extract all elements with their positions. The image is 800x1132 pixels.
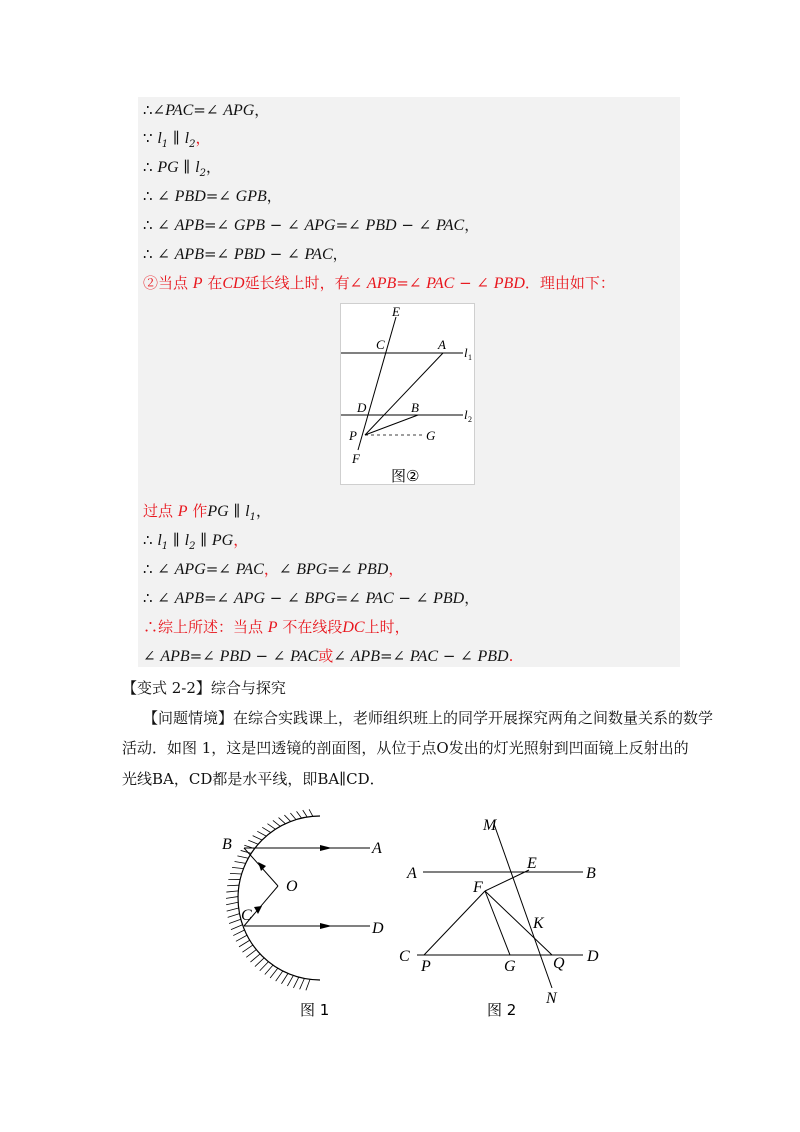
variant-para-1: 【问题情境】在综合实践课上，老师组织班上的同学开展探究两角之间数量关系的数学 — [143, 709, 714, 727]
case-2-heading: ②当点 P 在CD延长线上时，有∠ APB=∠ PAC − ∠ PBD．理由如下： — [143, 274, 615, 292]
figure-case-2 — [340, 303, 475, 485]
fig2-label-E: E — [527, 855, 537, 872]
fig2-label-C: C — [399, 948, 410, 965]
label-A: A — [438, 337, 446, 352]
label-l1-sub: 1 — [468, 353, 472, 362]
fig2-label-Q: Q — [553, 955, 565, 972]
label-l2-sub: 2 — [468, 415, 472, 424]
step-6: ∴ ∠ APB=∠ PBD − ∠ PAC， — [143, 245, 348, 263]
label-F: F — [352, 451, 360, 466]
figure-2-caption: 图 2 — [487, 1001, 517, 1019]
summary-result: ∠ APB=∠ PBD − ∠ PAC或∠ APB=∠ PAC − ∠ PBD. — [143, 647, 514, 665]
label-D: D — [357, 400, 367, 415]
summary-heading: ∴综上所述：当点 P 不在线段DC上时， — [143, 618, 410, 636]
fig2-label-A: A — [407, 865, 417, 882]
fig2-label-G: G — [504, 958, 516, 975]
fig2-label-P: P — [421, 958, 431, 975]
step-4: ∴ ∠ PBD=∠ GPB， — [143, 187, 282, 205]
variant-para-3: 光线BA，CD都是水平线，即BA∥CD． — [122, 770, 385, 788]
label-G: G — [426, 428, 436, 443]
fig2-label-M: M — [483, 817, 497, 834]
label-P: P — [349, 428, 357, 443]
step-3: ∴ PG ∥ $l_2$， — [143, 158, 221, 179]
fig1-label-O: O — [286, 878, 298, 895]
fig2-label-N: N — [546, 990, 557, 1007]
step-10: ∴ ∠ APB=∠ APG − ∠ BPG=∠ PAC − ∠ PBD， — [143, 589, 480, 607]
label-C: C — [376, 337, 385, 352]
fig1-label-B: B — [222, 836, 232, 853]
figure-2-diagram — [395, 812, 615, 1022]
step-9: ∴ ∠ APG=∠ PAC，∠ BPG=∠ PBD， — [143, 560, 404, 578]
variant-para-2: 活动．如图 1，这是凹透镜的剖面图，从位于点O发出的灯光照射到凹面镜上反射出的 — [122, 739, 689, 757]
label-B: B — [411, 400, 419, 415]
fig2-label-B: B — [586, 865, 596, 882]
label-l2: l — [464, 407, 468, 422]
fig1-label-C: C — [241, 907, 252, 924]
step-1: ∴∠PAC=∠ APG， — [143, 101, 270, 119]
step-7: 过点 P 作PG ∥ $l_1$， — [143, 502, 271, 523]
fig2-label-F: F — [473, 879, 483, 896]
fig2-label-K: K — [533, 915, 544, 932]
fig1-label-A: A — [372, 840, 382, 857]
figure-1-caption: 图 1 — [300, 1001, 330, 1019]
label-E: E — [392, 304, 400, 319]
label-l1: l — [464, 345, 468, 360]
variant-title: 【变式 2-2】综合与探究 — [122, 679, 286, 697]
fig2-label-D: D — [587, 948, 599, 965]
figure-1-mirror — [200, 808, 400, 1023]
step-2: ∵ $l_1$ ∥ $l_2$， — [143, 129, 211, 150]
step-8: ∴ $l_1$ ∥ $l_2$ ∥ PG， — [143, 531, 249, 552]
figure-case-2-caption: 图② — [391, 467, 420, 484]
step-5: ∴ ∠ APB=∠ GPB − ∠ APG=∠ PBD − ∠ PAC， — [143, 216, 480, 234]
figure-case-2-diagram — [341, 304, 474, 484]
fig1-label-D: D — [372, 920, 384, 937]
